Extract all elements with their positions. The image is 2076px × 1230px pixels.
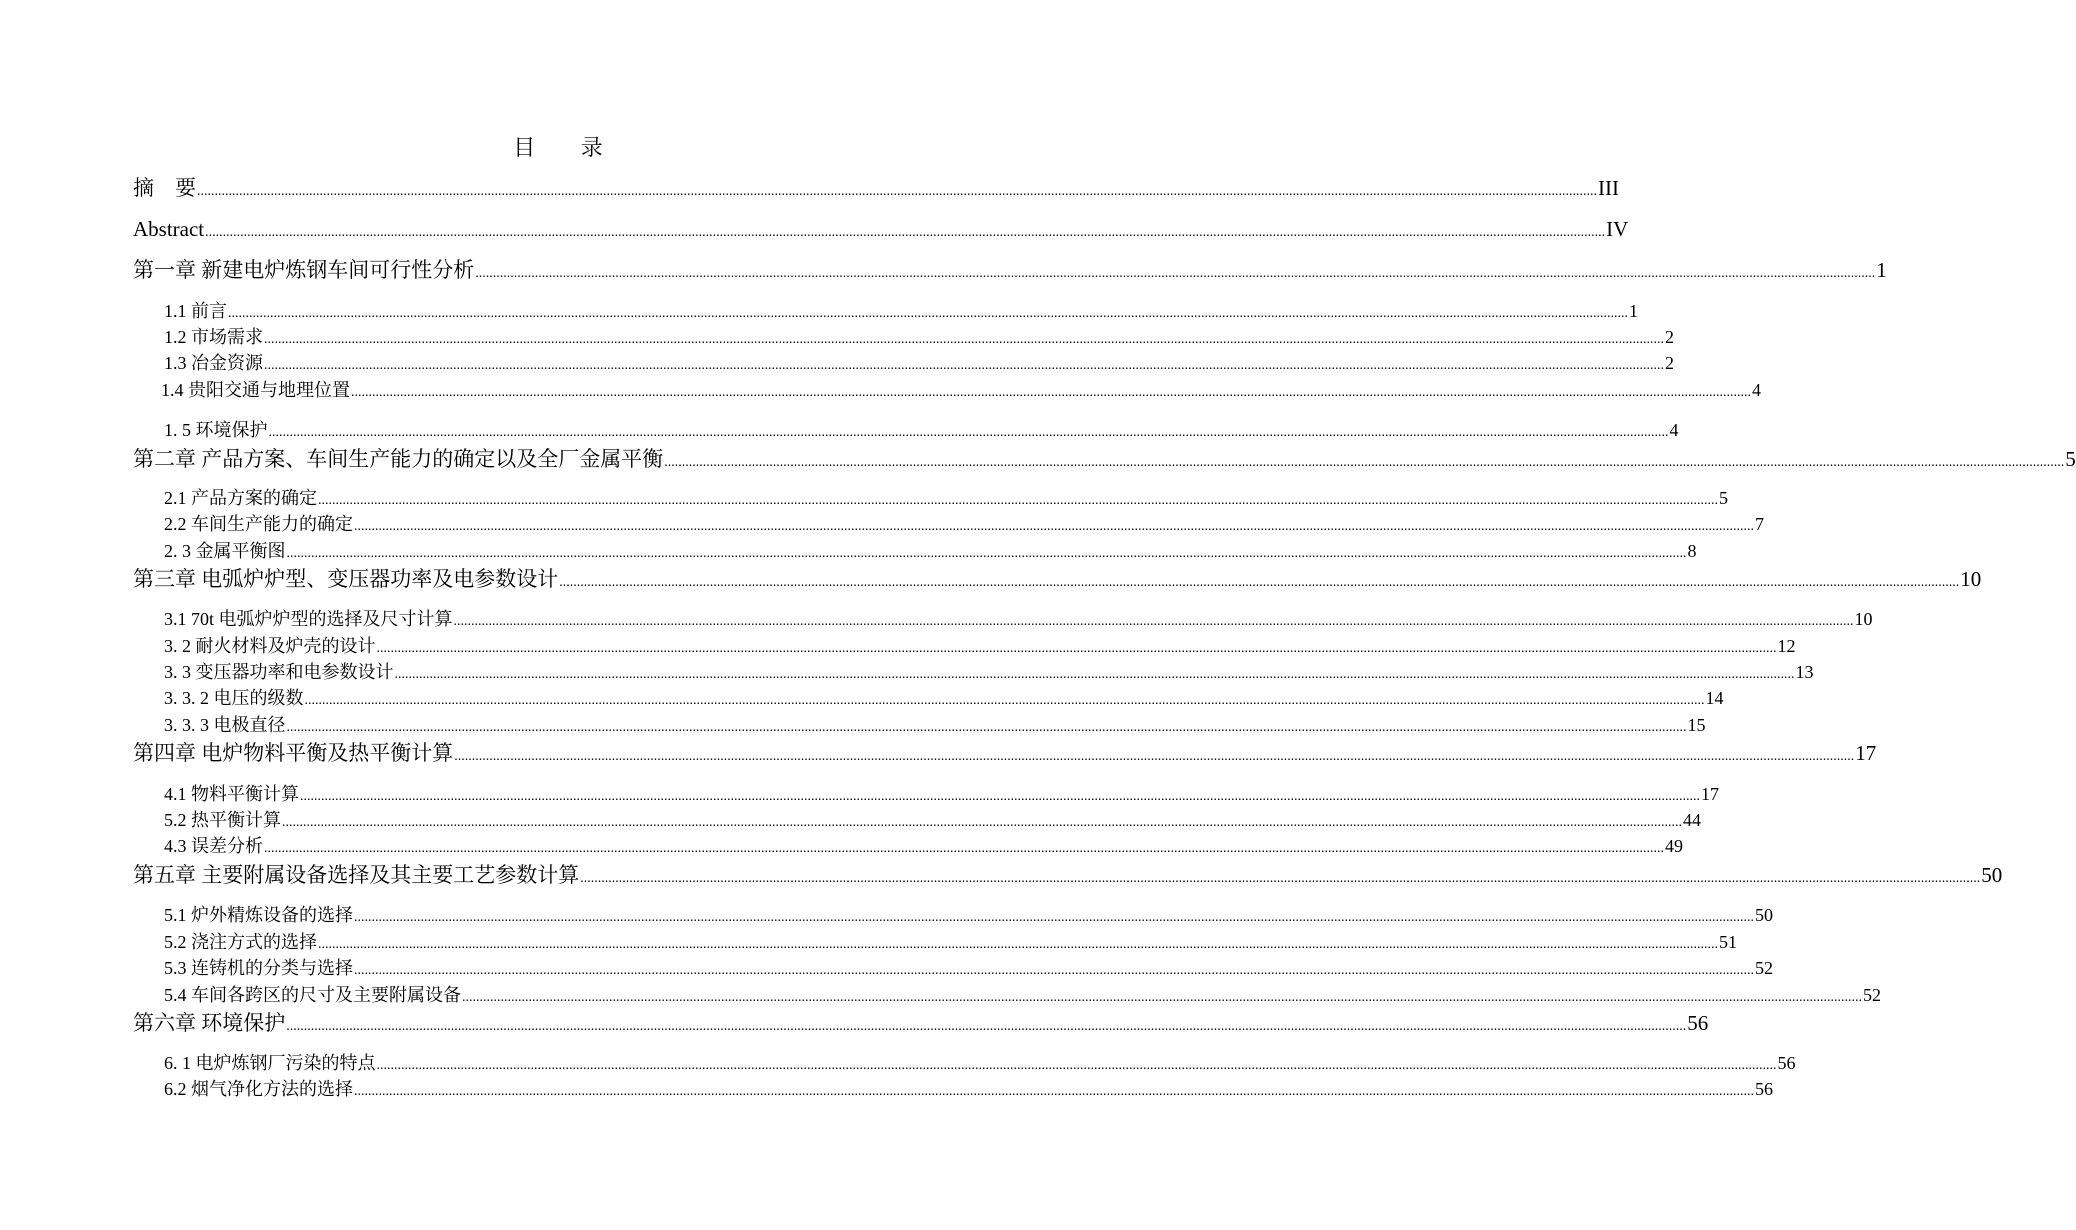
toc-entry-label: 5.2 浇注方式的选择: [164, 932, 317, 952]
dot-leader: ................................................................................................................................................................................................................................................................................................................................................................................................................: [376, 1058, 1777, 1073]
dot-leader: ................................................................................................................................................................................................................................................................................................................................................................................................................: [559, 575, 1960, 590]
toc-entry-label: 5.2 热平衡计算: [164, 810, 281, 830]
toc-entry-page: 5: [2065, 447, 2076, 471]
toc-entry-page: 10: [1854, 609, 1873, 629]
toc-entry-page: 17: [1855, 741, 1877, 765]
toc-entry-section-1-4[interactable]: [161, 378, 1761, 405]
dot-leader: ................................................................................................................................................................................................................................................................................................................................................................................................................: [354, 963, 1754, 978]
dot-leader: ................................................................................................................................................................................................................................................................................................................................................................................................................: [264, 841, 1664, 856]
dot-leader: ................................................................................................................................................................................................................................................................................................................................................................................................................: [462, 990, 1862, 1005]
toc-entry-label: 5.1 炉外精炼设备的选择: [164, 905, 353, 925]
dot-leader: ................................................................................................................................................................................................................................................................................................................................................................................................................: [394, 667, 1795, 682]
toc-entry-label: 第六章 环境保护: [133, 1011, 286, 1035]
toc-entry-chapter-2[interactable]: [133, 446, 2076, 476]
toc-entry-page: 14: [1705, 688, 1724, 708]
toc-entry-page: 56: [1755, 1079, 1773, 1099]
toc-entry-label: 1.3 冶金资源: [164, 353, 263, 373]
toc-entry-label: 第一章 新建电炉炼钢车间可行性分析: [133, 258, 475, 282]
toc-entry-label: 6. 1 电炉炼钢厂污染的特点: [164, 1053, 376, 1073]
toc-entry-page: 2: [1665, 353, 1674, 373]
toc-entry-label: 2.1 产品方案的确定: [164, 488, 317, 508]
toc-entry-chapter-5[interactable]: [133, 862, 2003, 892]
toc-entry-section-1-2[interactable]: [164, 325, 1674, 352]
toc-entry-page: 5: [1719, 488, 1728, 508]
toc-entry-label: 5.3 连铸机的分类与选择: [164, 958, 353, 978]
toc-entry-page: 4: [1752, 380, 1761, 400]
toc-entry-label: 5.4 车间各跨区的尺寸及主要附属设备: [164, 985, 461, 1005]
toc-entry-section-6-2[interactable]: [164, 1077, 1773, 1104]
toc-entry-label: 3. 2 耐火材料及炉壳的设计: [164, 636, 376, 656]
toc-entry-section-4-1[interactable]: [164, 782, 1719, 809]
toc-entry-label: 第三章 电弧炉炉型、变压器功率及电参数设计: [133, 567, 559, 591]
toc-entry-section-4-3[interactable]: [164, 834, 1683, 861]
toc-entry-page: III: [1598, 176, 1619, 200]
toc-entry-section-5-4[interactable]: [164, 983, 1881, 1010]
toc-entry-page: 17: [1701, 784, 1719, 804]
toc-entry-label: 3. 3. 2 电压的级数: [164, 688, 304, 708]
dot-leader: ................................................................................................................................................................................................................................................................................................................................................................................................................: [282, 815, 1682, 830]
dot-leader: ................................................................................................................................................................................................................................................................................................................................................................................................................: [454, 749, 1855, 764]
toc-entry-section-3-3-2[interactable]: [164, 686, 1724, 713]
dot-leader: ................................................................................................................................................................................................................................................................................................................................................................................................................: [264, 358, 1664, 373]
toc-entry-label: 3. 3. 3 电极直径: [164, 715, 286, 735]
toc-entry-page: 56: [1777, 1053, 1796, 1073]
dot-leader: ................................................................................................................................................................................................................................................................................................................................................................................................................: [354, 1084, 1754, 1099]
toc-title: 目 录: [513, 135, 623, 160]
toc-entry-section-2-3[interactable]: [164, 539, 1697, 566]
toc-entry-abstract-en[interactable]: [133, 216, 1629, 246]
dot-leader: ................................................................................................................................................................................................................................................................................................................................................................................................................: [300, 789, 1700, 804]
dot-leader: ................................................................................................................................................................................................................................................................................................................................................................................................................: [318, 493, 1718, 508]
toc-entry-label: 4.1 物料平衡计算: [164, 784, 299, 804]
toc-entry-page: 4: [1669, 420, 1679, 440]
toc-entry-page: 50: [1755, 905, 1773, 925]
toc-entry-page: 8: [1687, 541, 1697, 561]
toc-entry-section-2-1[interactable]: [164, 486, 1728, 513]
toc-entry-label: 3. 3 变压器功率和电参数设计: [164, 662, 394, 682]
dot-leader: ................................................................................................................................................................................................................................................................................................................................................................................................................: [664, 455, 2065, 470]
toc-entry-section-1-1[interactable]: [164, 299, 1638, 326]
toc-entry-page: IV: [1606, 217, 1629, 241]
dot-leader: ................................................................................................................................................................................................................................................................................................................................................................................................................: [376, 641, 1777, 656]
toc-entry-chapter-3[interactable]: [133, 566, 1982, 596]
toc-entry-chapter-4[interactable]: [133, 740, 1877, 770]
dot-leader: ................................................................................................................................................................................................................................................................................................................................................................................................................: [268, 425, 1669, 440]
dot-leader: ................................................................................................................................................................................................................................................................................................................................................................................................................: [318, 937, 1718, 952]
toc-entry-page: 10: [1960, 567, 1982, 591]
toc-entry-section-4-2[interactable]: [164, 808, 1701, 835]
toc-entry-label: 2.2 车间生产能力的确定: [164, 514, 353, 534]
dot-leader: ................................................................................................................................................................................................................................................................................................................................................................................................................: [205, 225, 1606, 240]
toc-entry-section-3-3-3[interactable]: [164, 713, 1706, 740]
toc-entry-section-3-1[interactable]: [164, 607, 1873, 634]
dot-leader: ................................................................................................................................................................................................................................................................................................................................................................................................................: [286, 546, 1687, 561]
dot-leader: ................................................................................................................................................................................................................................................................................................................................................................................................................: [351, 385, 1751, 400]
toc-entry-page: 51: [1719, 932, 1737, 952]
toc-entry-page: 2: [1665, 327, 1674, 347]
dot-leader: ................................................................................................................................................................................................................................................................................................................................................................................................................: [197, 184, 1597, 199]
toc-entry-section-3-3[interactable]: [164, 660, 1814, 687]
toc-entry-page: 13: [1795, 662, 1814, 682]
dot-leader: ................................................................................................................................................................................................................................................................................................................................................................................................................: [453, 614, 1854, 629]
toc-entry-label: Abstract: [133, 217, 205, 241]
toc-entry-page: 15: [1687, 715, 1706, 735]
toc-entry-section-5-1[interactable]: [164, 903, 1773, 930]
toc-entry-label: 3.1 70t 电弧炉炉型的选择及尺寸计算: [164, 609, 453, 629]
toc-entry-label: 2. 3 金属平衡图: [164, 541, 286, 561]
toc-entry-page: 56: [1687, 1011, 1709, 1035]
toc-entry-page: 50: [1981, 863, 2003, 887]
dot-leader: ................................................................................................................................................................................................................................................................................................................................................................................................................: [286, 1019, 1687, 1034]
toc-entry-abstract-cn[interactable]: [133, 175, 1619, 205]
toc-entry-section-6-1[interactable]: [164, 1051, 1796, 1078]
toc-entry-page: 12: [1777, 636, 1796, 656]
toc-entry-label: 第二章 产品方案、车间生产能力的确定以及全厂金属平衡: [133, 447, 664, 471]
dot-leader: ................................................................................................................................................................................................................................................................................................................................................................................................................: [354, 519, 1754, 534]
dot-leader: ................................................................................................................................................................................................................................................................................................................................................................................................................: [475, 266, 1876, 281]
toc-entry-label: 6.2 烟气净化方法的选择: [164, 1079, 353, 1099]
toc-entry-chapter-6[interactable]: [133, 1010, 1709, 1040]
toc-entry-page: 52: [1863, 985, 1881, 1005]
toc-entry-page: 52: [1755, 958, 1773, 978]
dot-leader: ................................................................................................................................................................................................................................................................................................................................................................................................................: [354, 910, 1754, 925]
dot-leader: ................................................................................................................................................................................................................................................................................................................................................................................................................: [580, 871, 1981, 886]
toc-entry-chapter-1[interactable]: [133, 257, 1887, 287]
toc-entry-label: 1. 5 环境保护: [164, 420, 268, 440]
toc-entry-page: 44: [1683, 810, 1701, 830]
toc-entry-label: 摘 要: [133, 176, 196, 200]
toc-entry-page: 7: [1755, 514, 1764, 534]
dot-leader: ................................................................................................................................................................................................................................................................................................................................................................................................................: [228, 306, 1628, 321]
toc-entry-section-5-3[interactable]: [164, 956, 1773, 983]
toc-entry-section-5-2[interactable]: [164, 930, 1737, 957]
toc-entry-label: 1.1 前言: [164, 301, 227, 321]
toc-entry-page: 1: [1629, 301, 1638, 321]
toc-entry-label: 4.3 误差分析: [164, 836, 263, 856]
dot-leader: ................................................................................................................................................................................................................................................................................................................................................................................................................: [286, 720, 1687, 735]
dot-leader: ................................................................................................................................................................................................................................................................................................................................................................................................................: [264, 332, 1664, 347]
toc-entry-section-1-3[interactable]: [164, 351, 1674, 378]
dot-leader: ................................................................................................................................................................................................................................................................................................................................................................................................................: [304, 693, 1705, 708]
toc-entry-section-3-2[interactable]: [164, 634, 1796, 661]
toc-entry-section-1-5[interactable]: [164, 418, 1679, 445]
toc-entry-label: 第五章 主要附属设备选择及其主要工艺参数计算: [133, 863, 580, 887]
toc-entry-page: 1: [1876, 258, 1887, 282]
toc-entry-label: 1.4 贵阳交通与地理位置: [161, 380, 350, 400]
toc-entry-section-2-2[interactable]: [164, 512, 1764, 539]
toc-entry-label: 第四章 电炉物料平衡及热平衡计算: [133, 741, 454, 765]
toc-entry-label: 1.2 市场需求: [164, 327, 263, 347]
toc-entry-page: 49: [1665, 836, 1683, 856]
